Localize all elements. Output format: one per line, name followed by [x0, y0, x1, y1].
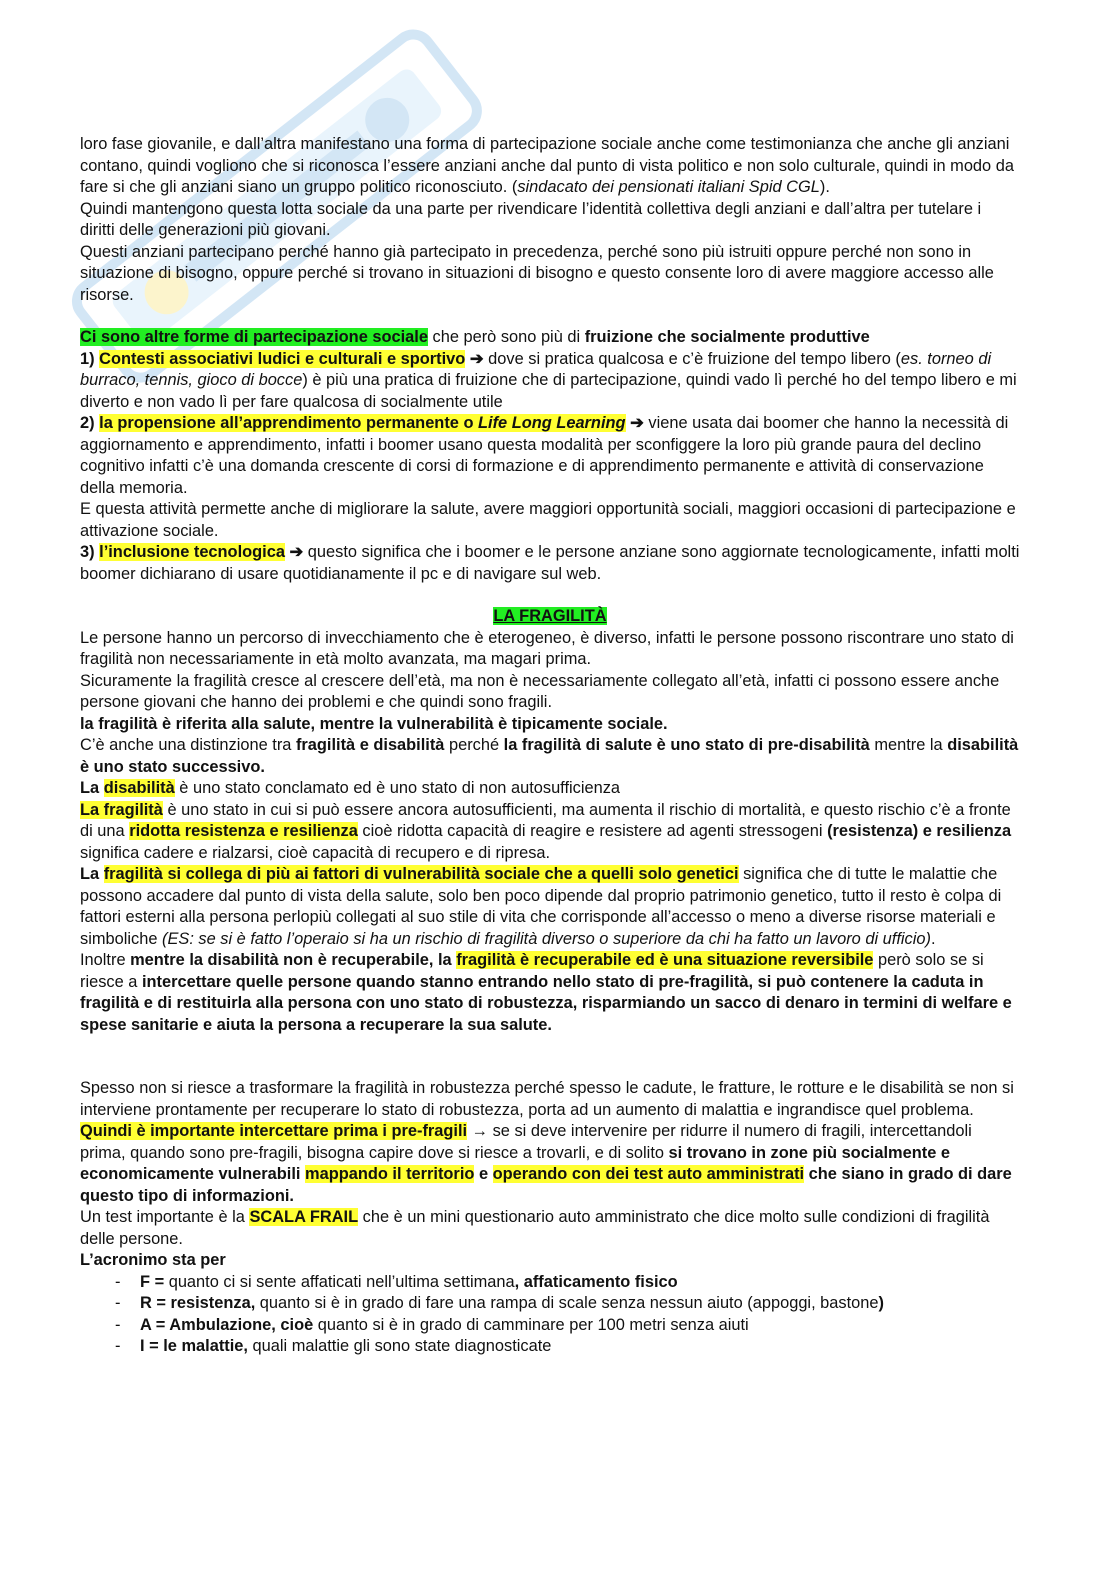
- paragraph: C’è anche una distinzione tra fragilità e disabilità perché la fragilità di salute è uno stato di pre-disabilità mentre la disabilità è uno stato successivo.: [80, 736, 1019, 776]
- paragraph: Quindi mantengono questa lotta sociale da una parte per rivendicare l’identità collettiva degli anziani e dall’altra per tutelare i diritti delle generazioni più giovani.: [80, 199, 982, 239]
- document-page: [80, 134, 1020, 1358]
- paragraph: E questa attività permette anche di migliorare la salute, avere maggiori opportunità sociali, maggiori occasioni di partecipazione e attivazione sociale.: [80, 500, 1016, 540]
- list-item: - F = quanto ci si sente affaticati nell’ultima settimana, affaticamento fisico: [115, 1272, 678, 1291]
- list-item: 3) l’inclusione tecnologica ➔ questo significa che i boomer e le persone anziane sono aggiornate tecnologicamente, infatti molti boomer dichiarano di usare quotidianamente il pc e di navigare sul web.: [80, 543, 1020, 583]
- list-item: 1) Contesti associativi ludici e culturali e sportivo ➔ dove si pratica qualcosa e c’è fruizione del tempo libero (es. torneo di burraco, tennis, gioco di bocce) è più una pratica di fruizione che di partecipazione, quindi vado lì perché ho del tempo libero e mi diverto e non vado lì per fare qualcosa di socialmente utile: [80, 349, 1017, 411]
- paragraph: Questi anziani partecipano perché hanno già partecipato in precedenza, perché sono più istruiti oppure perché non sono in situazione di bisogno, oppure perché si trovano in situazioni di bisogno e questo consente loro di avere maggiore accesso alle risorse.: [80, 242, 994, 304]
- list-item: - A = Ambulazione, cioè quanto si è in grado di camminare per 100 metri senza aiuti: [115, 1315, 749, 1334]
- acronym-list: [80, 1272, 1020, 1358]
- section-intro: Ci sono altre forme di partecipazione sociale che però sono più di fruizione che socialmente produttive: [80, 328, 870, 346]
- paragraph: Le persone hanno un percorso di invecchiamento che è eterogeneo, è diverso, infatti le persone possono riscontrare uno stato di fragilità non necessariamente in età molto avanzata, ma magari prima.: [80, 628, 1014, 668]
- arrow-icon: →: [471, 1122, 489, 1140]
- paragraph: Quindi è importante intercettare prima i pre-fragili → se si deve intervenire per ridurre il numero di fragili, intercettandoli prima, quando sono pre-fragili, bisogna capire dove si riesce a trovarli, e di solito si trovano in zone più socialmente e economicamente vulnerabili mappando il territorio e operando con dei test auto amministrati che siano in grado di dare questo tipo di informazioni.: [80, 1122, 1012, 1205]
- section-title: LA FRAGILITÀ: [493, 607, 607, 625]
- paragraph: la fragilità è riferita alla salute, mentre la vulnerabilità è tipicamente sociale.: [80, 714, 668, 733]
- arrow-icon: ➔: [630, 414, 644, 432]
- paragraph: Spesso non si riesce a trasformare la fragilità in robustezza perché spesso le cadute, le fratture, le rotture e le disabilità se non si interviene prontamente per recuperare lo stato di robustezza, porta ad un aumento di malattia e ingrandisce quel problema.: [80, 1079, 1014, 1119]
- paragraph: La fragilità si collega di più ai fattori di vulnerabilità sociale che a quelli solo genetici significa che di tutte le malattie che possono accadere dal punto di vista della salute, solo ben poco dipende dal proprio patrimonio genetico, tutto il resto è colpa di fattori esterni alla persona perlopiù collegati al suo stile di vita che corrisponde all’accesso o meno a diverse risorse materiali e simboliche (ES: se si è fatto l’operaio si ha un rischio di fragilità diverso o superiore da chi ha fatto un lavoro di ufficio).: [80, 865, 1002, 948]
- arrow-icon: ➔: [469, 349, 484, 368]
- paragraph: Un test importante è la SCALA FRAIL che è un mini questionario auto amministrato che dice molto sulle condizioni di fragilità delle persone.: [80, 1208, 990, 1248]
- paragraph: La disabilità è uno stato conclamato ed è uno stato di non autosufficienza: [80, 779, 621, 797]
- paragraph: Inoltre mentre la disabilità non è recuperabile, la fragilità è recuperabile ed è una situazione reversibile però solo se si riesce a intercettare quelle persone quando stanno entrando nello stato di pre-fragilità, si può contenere la caduta in fragilità e di restituirla alla persona con uno stato di robustezza, risparmiando un sacco di denaro in termini di welfare e spese sanitarie e aiuta la persona a recuperare la sua salute.: [80, 951, 1012, 1034]
- paragraph: loro fase giovanile, e dall’altra manifestano una forma di partecipazione sociale anche come testimonianza che anche gli anziani contano, quindi vogliono che si riconosca l’essere anziani anche dal punto di vista politico e non solo culturale, quindi in modo da fare si che gli anziani siano un gruppo politico riconosciuto. (sindacato dei pensionati italiani Spid CGL).: [80, 135, 1014, 196]
- paragraph: Sicuramente la fragilità cresce al crescere dell’età, ma non è necessariamente collegato all’età, infatti ci possono essere anche persone giovani che hanno dei problemi e che quindi sono fragili.: [80, 671, 1000, 711]
- paragraph: L’acronimo sta per: [80, 1251, 226, 1269]
- list-item: - I = le malattie, quali malattie gli sono state diagnosticate: [115, 1337, 552, 1355]
- list-item: - R = resistenza, quanto si è in grado di fare una rampa di scale senza nessun aiuto (appoggi, bastone): [115, 1294, 884, 1312]
- arrow-icon: ➔: [289, 543, 304, 561]
- paragraph: La fragilità è uno stato in cui si può essere ancora autosufficienti, ma aumenta il rischio di mortalità, e questo rischio c’è a fronte di una ridotta resistenza e resilienza cioè ridotta capacità di reagire e resistere ad agenti stressogeni (resistenza) e resilienza significa cadere e rialzarsi, cioè capacità di recupero e di ripresa.: [80, 800, 1012, 862]
- list-item: 2) la propensione all’apprendimento permanente o Life Long Learning ➔ viene usata dai boomer che hanno la necessità di aggiornamento e apprendimento, infatti i boomer usano questa modalità per sconfiggere la loro più grande paura del declino cognitivo infatti c’è una domanda crescente di corsi di formazione e di apprendimento permanente e attività di conservazione della memoria.: [80, 414, 1009, 497]
